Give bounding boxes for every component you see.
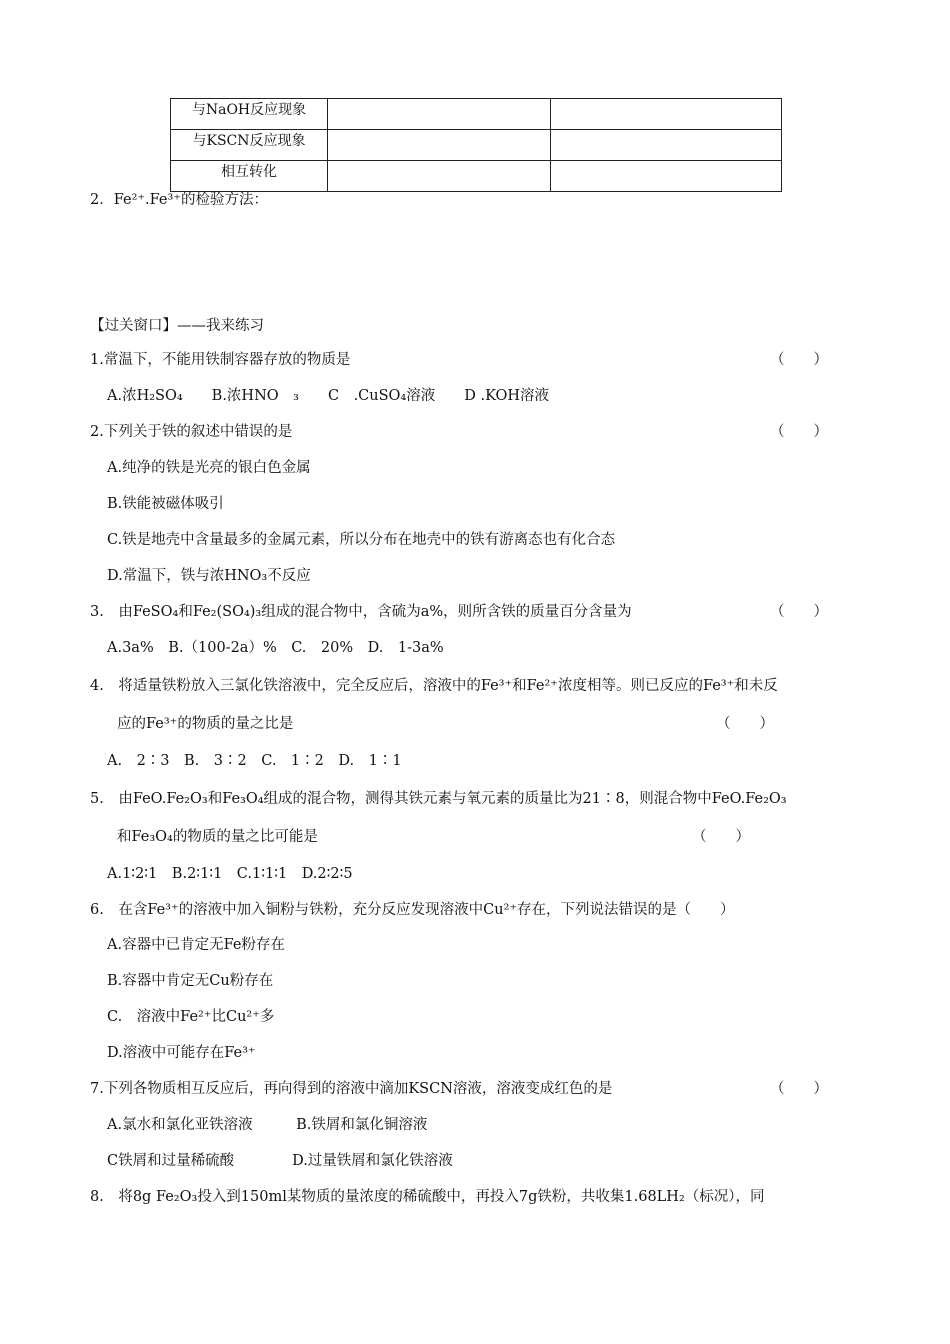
answer-bracket: （ ） xyxy=(770,352,828,368)
properties-table xyxy=(170,98,782,192)
question-6-option-b: B.容器中肯定无Cu粉存在 xyxy=(107,973,274,989)
question-3-stem: 3. 由FeSO₄和Fe₂(SO₄)₃组成的混合物中，含硫为a%，则所含铁的质量百分含量为 xyxy=(90,604,632,620)
question-7-stem: 7.下列各物质相互反应后，再向得到的溶液中滴加KSCN溶液，溶液变成红色的是 xyxy=(90,1081,613,1097)
question-2-option-a: A.纯净的铁是光亮的银白色金属 xyxy=(107,460,311,476)
answer-bracket: （ ） xyxy=(692,829,750,845)
table-cell-label: 与NaOH反应现象 xyxy=(171,99,328,130)
table-cell xyxy=(551,99,782,130)
table-cell-label: 与KSCN反应现象 xyxy=(171,130,328,161)
answer-bracket: （ ） xyxy=(770,424,828,440)
question-6-stem: 6. 在含Fe³⁺的溶液中加入铜粉与铁粉，充分反应发现溶液中Cu²⁺存在，下列说法错误的是（ ） xyxy=(90,902,735,918)
answer-bracket: （ ） xyxy=(770,604,828,620)
question-8-stem: 8. 将8g Fe₂O₃投入到150ml某物质的量浓度的稀硫酸中，再投入7g铁粉，共收集1.68LH₂（标况），同 xyxy=(90,1189,765,1205)
question-6-option-a: A.容器中已肯定无Fe粉存在 xyxy=(107,937,285,953)
table-cell xyxy=(328,130,551,161)
question-2-stem: 2.下列关于铁的叙述中错误的是 xyxy=(90,424,293,440)
table-cell-label: 相互转化 xyxy=(171,161,328,192)
question-5-options: A.1∶2∶1 B.2∶1∶1 C.1∶1∶1 D.2∶2∶5 xyxy=(107,866,353,882)
question-7-options-cd: C铁屑和过量稀硫酸 D.过量铁屑和氯化铁溶液 xyxy=(107,1153,453,1169)
question-7-options-ab: A.氯水和氯化亚铁溶液 B.铁屑和氯化铜溶液 xyxy=(107,1117,428,1133)
question-2-option-b: B.铁能被磁体吸引 xyxy=(107,496,224,512)
section-2-heading: 2．Fe²⁺.Fe³⁺的检验方法： xyxy=(90,192,268,208)
table-row xyxy=(171,130,782,161)
question-2-option-d: D.常温下，铁与浓HNO₃不反应 xyxy=(107,568,311,584)
practice-header: 【过关窗口】——我来练习 xyxy=(90,318,264,334)
question-5-stem-line2: 和Fe₃O₄的物质的量之比可能是 xyxy=(117,829,318,845)
question-1-options: A.浓H₂SO₄ B.浓HNO ₃ C .CuSO₄溶液 D .KOH溶液 xyxy=(107,388,550,404)
question-6-option-d: D.溶液中可能存在Fe³⁺ xyxy=(107,1045,256,1061)
question-3-options: A.3a% B.（100-2a）% C. 20% D. 1-3a% xyxy=(107,640,444,656)
table-cell xyxy=(328,161,551,192)
table-cell xyxy=(328,99,551,130)
question-4-stem-line1: 4. 将适量铁粉放入三氯化铁溶液中，完全反应后，溶液中的Fe³⁺和Fe²⁺浓度相等。则已反应的Fe³⁺和未反 xyxy=(90,678,778,694)
question-4-options: A. 2∶3 B. 3∶2 C. 1∶2 D. 1∶1 xyxy=(107,753,402,769)
answer-bracket: （ ） xyxy=(770,1081,828,1097)
answer-bracket: （ ） xyxy=(716,716,774,732)
question-4-stem-line2: 应的Fe³⁺的物质的量之比是 xyxy=(117,716,294,732)
question-5-stem-line1: 5. 由FeO.Fe₂O₃和Fe₃O₄组成的混合物，测得其铁元素与氧元素的质量比为21∶8，则混合物中FeO.Fe₂O₃ xyxy=(90,791,787,807)
table-row xyxy=(171,99,782,130)
table-cell xyxy=(551,130,782,161)
table-row xyxy=(171,161,782,192)
question-6-option-c: C. 溶液中Fe²⁺比Cu²⁺多 xyxy=(107,1009,275,1025)
table-cell xyxy=(551,161,782,192)
question-1-stem: 1.常温下，不能用铁制容器存放的物质是 xyxy=(90,352,351,368)
question-2-option-c: C.铁是地壳中含量最多的金属元素，所以分布在地壳中的铁有游离态也有化合态 xyxy=(107,532,616,548)
